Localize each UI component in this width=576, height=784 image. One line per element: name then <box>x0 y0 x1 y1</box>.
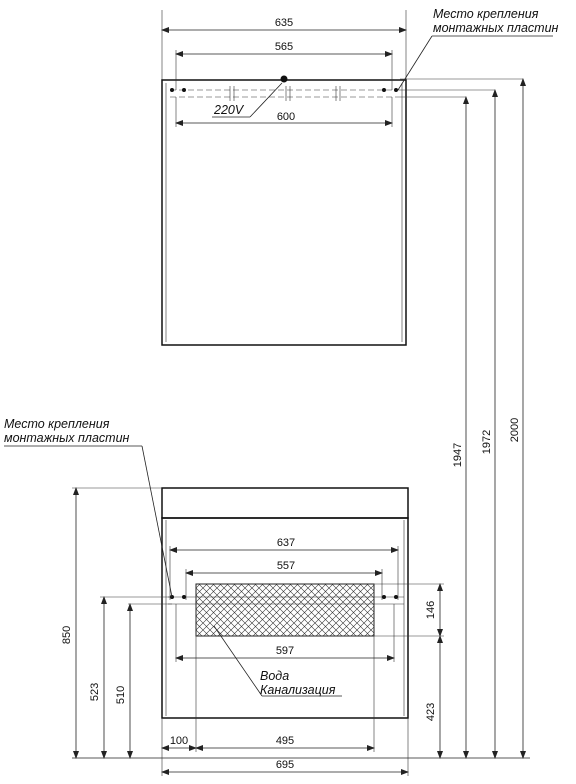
svg-text:635: 635 <box>274 17 294 29</box>
dim-695 <box>162 759 408 772</box>
svg-text:1947: 1947 <box>452 442 464 468</box>
dim-565 <box>176 41 392 90</box>
svg-text:220V: 220V <box>214 103 244 117</box>
dim-600 <box>176 97 392 127</box>
cabinet-view <box>4 417 530 776</box>
svg-text:2000: 2000 <box>509 417 521 443</box>
svg-text:510: 510 <box>115 685 127 705</box>
svg-text:146: 146 <box>425 600 437 620</box>
mounting-point <box>394 595 398 599</box>
mounting-point <box>382 595 386 599</box>
svg-text:100: 100 <box>169 735 189 747</box>
dim-1972 <box>481 90 495 758</box>
mounting-callout-mirror <box>398 7 559 90</box>
mirror-view <box>162 7 559 345</box>
mounting-point <box>394 88 398 92</box>
svg-text:637: 637 <box>276 537 296 549</box>
svg-text:Место крепления: Место крепления <box>433 7 539 21</box>
svg-text:1972: 1972 <box>481 429 493 455</box>
power-outlet-point <box>281 76 288 83</box>
svg-text:557: 557 <box>276 560 296 572</box>
svg-text:850: 850 <box>61 625 73 645</box>
dim-2000 <box>509 79 523 758</box>
svg-text:695: 695 <box>275 759 295 771</box>
mounting-point <box>170 88 174 92</box>
dim-1947 <box>452 97 466 758</box>
utility-zone <box>196 584 374 636</box>
mounting-callout-cabinet <box>4 417 172 597</box>
svg-text:Вода: Вода <box>260 669 290 683</box>
svg-text:523: 523 <box>89 682 101 702</box>
svg-text:монтажных пластин: монтажных пластин <box>4 431 130 445</box>
basin-top <box>162 488 408 518</box>
utility-callout <box>214 626 342 697</box>
svg-text:600: 600 <box>276 111 296 123</box>
svg-text:565: 565 <box>274 41 294 53</box>
height-dimensions <box>452 79 523 758</box>
dim-423 <box>425 636 440 758</box>
svg-text:монтажных пластин: монтажных пластин <box>433 21 559 35</box>
dim-146 <box>425 584 440 636</box>
svg-text:Место крепления: Место крепления <box>4 417 110 431</box>
svg-text:Канализация: Канализация <box>260 683 336 697</box>
dim-523 <box>89 597 104 758</box>
dim-850 <box>61 488 76 758</box>
svg-text:597: 597 <box>275 645 295 657</box>
dim-100 <box>162 735 196 748</box>
voltage-callout <box>212 83 282 117</box>
dim-495 <box>196 735 374 748</box>
svg-text:495: 495 <box>275 735 295 747</box>
mounting-point <box>182 88 186 92</box>
mounting-point <box>382 88 386 92</box>
dim-635 <box>162 17 406 30</box>
dim-510 <box>115 604 130 758</box>
svg-text:423: 423 <box>425 702 437 722</box>
mounting-point <box>182 595 186 599</box>
